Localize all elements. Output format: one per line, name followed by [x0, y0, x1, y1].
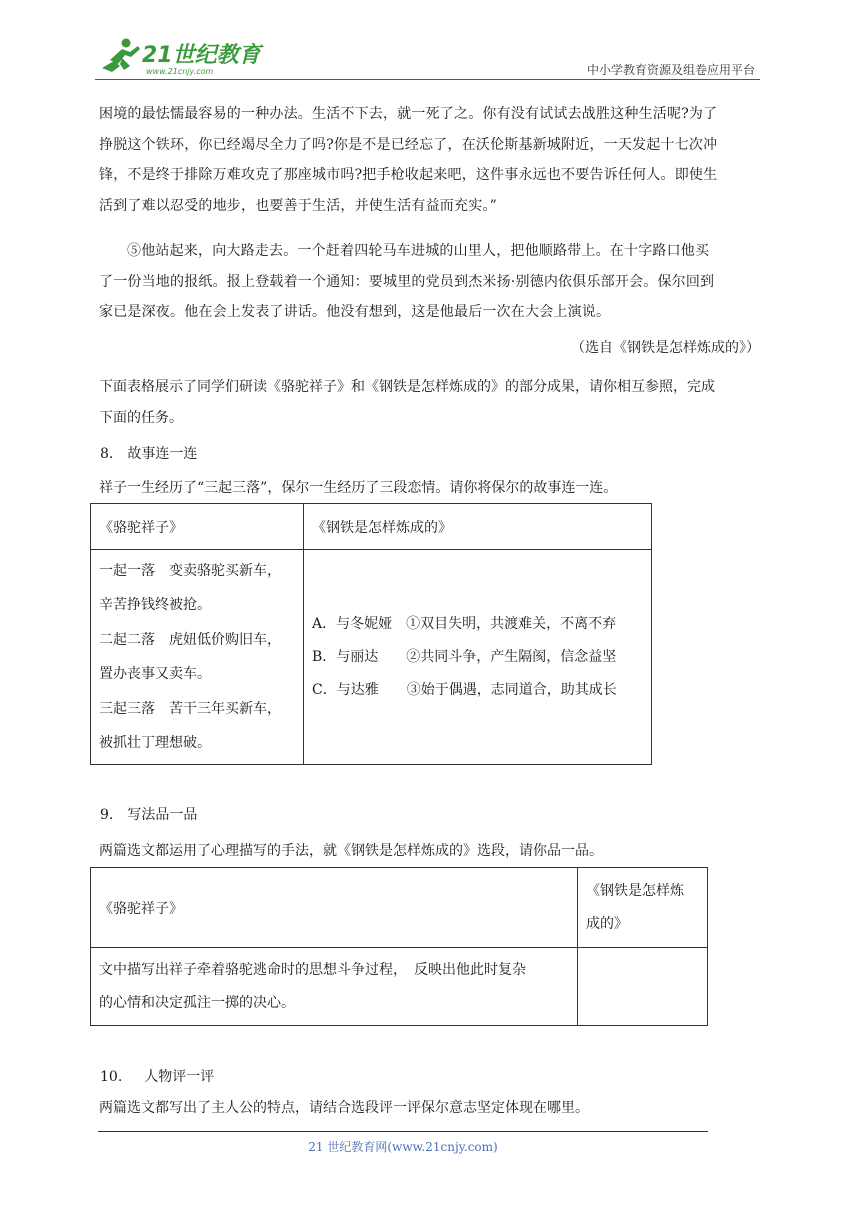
logo-text: 21世纪教育 — [142, 43, 261, 68]
passage-line: 家已是深夜。他在会上发表了讲话。他没有想到，这是他最后一次在大会上演说。 — [99, 304, 611, 320]
xiangzi-stories-cell — [91, 550, 304, 765]
story-line: 置办丧事又卖车。 — [99, 666, 211, 682]
passage-source: （选自《钢铁是怎样炼成的》） — [571, 340, 760, 356]
question-title: 写法品一品 — [127, 807, 198, 823]
match-option[interactable]: B．与丽达 ②共同斗争，产生隔阂，信念益坚 — [312, 648, 617, 665]
passage-line: ⑤他站起来，向大路走去。一个赶着四轮马车进城的山里人，把他顺路带上。在十字路口他买 — [127, 243, 710, 259]
xiangzi-analysis-cell — [91, 948, 578, 1026]
question-10-desc: 两篇选文都写出了主人公的特点，请结合选段评一评保尔意志坚定体现在哪里。 — [99, 1100, 589, 1116]
passage-line: 困境的最怯懦最容易的一种办法。生活不下去，就一死了之。你有没有试试去战胜这种生活呢?为了 — [99, 106, 718, 122]
logo-url: www.21cnjy.com — [146, 67, 214, 76]
passage-line: 了一份当地的报纸。报上登载着一个通知：要城里的党员到杰米扬·别德内依俱乐部开会。保尔回到 — [99, 273, 715, 290]
passage-paragraph-5 — [99, 236, 714, 328]
passage-line: 挣脱这个铁环，你已经竭尽全力了吗?你是不是已经忘了，在沃伦斯基新城附近，一天发起十七次冲 — [99, 136, 718, 153]
question-8-title — [100, 443, 197, 463]
platform-name: 中小学教育资源及组卷应用平台 — [586, 63, 755, 77]
story-line: 一起一落 变卖骆驼买新车， — [99, 562, 281, 579]
table-header-cell: 《钢铁是怎样炼 成的》 — [578, 868, 708, 948]
question-number: 9. — [100, 807, 114, 823]
paul-stories-cell — [304, 550, 652, 765]
passage-line: 锋，不是终于排除万难攻克了那座城市吗?把手枪收起来吧，这件事永远也不要告诉任何人。即使生 — [99, 167, 718, 183]
question-9-desc: 两篇选文都运用了心理描写的手法，就《钢铁是怎样炼成的》选段，请你品一品。 — [99, 843, 603, 859]
question-title: 人物评一评 — [144, 1069, 215, 1085]
analysis-line: 的心情和决定孤注一掷的决心。 — [99, 994, 295, 1011]
footer-link[interactable]: 21 世纪教育网(www.21cnjy.com) — [308, 1140, 498, 1154]
table-header-cell: 《骆驼祥子》 — [91, 504, 304, 550]
header-divider — [95, 79, 760, 80]
question-8-desc: 祥子一生经历了“三起三落”，保尔一生经历了三段恋情。请你将保尔的故事连一连。 — [99, 480, 618, 496]
table-header-cell: 《骆驼祥子》 — [91, 868, 578, 948]
writing-analysis-table — [90, 867, 708, 1026]
footer-divider — [98, 1131, 708, 1132]
story-line: 三起三落 苦干三年买新车， — [99, 700, 281, 717]
task-intro — [99, 372, 715, 434]
intro-line: 下面的任务。 — [99, 410, 183, 426]
site-logo — [94, 36, 264, 80]
analysis-line: 文中描写出祥子牵着骆驼逃命时的思想斗争过程， 反映出他此时复杂 — [99, 961, 526, 978]
story-line: 被抓壮丁理想破。 — [99, 735, 211, 751]
intro-line: 下面表格展示了同学们研读《骆驼祥子》和《钢铁是怎样炼成的》的部分成果，请你相互参照，完成 — [99, 379, 715, 395]
match-option[interactable]: C．与达雅 ③始于偶遇，志同道合，助其成长 — [312, 681, 617, 698]
match-option[interactable]: A．与冬妮娅 ①双目失明，共渡难关，不离不弃 — [312, 615, 617, 632]
answer-blank-cell[interactable] — [578, 948, 708, 1026]
passage-line: 活到了难以忍受的地步，也要善于生活，并使生活有益而充实。” — [99, 197, 497, 214]
story-match-table — [90, 503, 652, 765]
table-header-cell: 《钢铁是怎样炼成的》 — [304, 504, 652, 550]
question-title: 故事连一连 — [127, 446, 198, 462]
story-line: 辛苦挣钱终被抢。 — [99, 597, 211, 613]
story-line: 二起二落 虎妞低价购旧车， — [99, 631, 281, 648]
question-9-title — [100, 804, 197, 824]
question-number: 8. — [100, 446, 114, 462]
question-number: 10. — [100, 1069, 123, 1085]
passage-paragraph — [99, 99, 717, 221]
question-10-title — [100, 1066, 214, 1086]
